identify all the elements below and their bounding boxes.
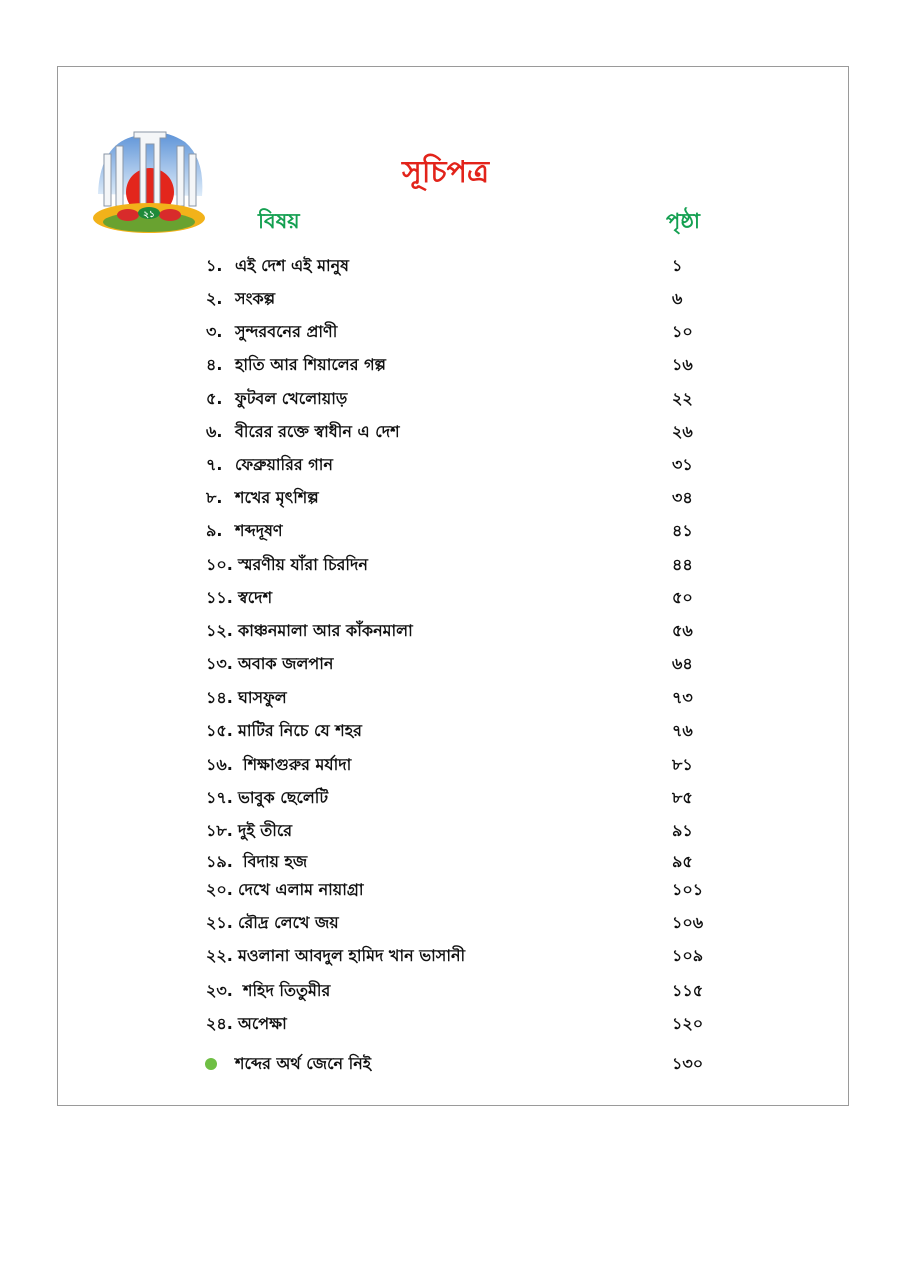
entry-number: ১২. [206, 621, 233, 640]
entry-title: ফুটবল খেলোয়াড় [235, 389, 348, 408]
entry-title: শব্দদূষণ [235, 521, 283, 540]
entry-number: ৫. [206, 389, 223, 408]
entry-number: ২৪. [206, 1014, 233, 1033]
entry-title: ভাবুক ছেলেটি [238, 788, 329, 807]
toc-entry[interactable] [0, 752, 908, 782]
entry-title: স্বদেশ [238, 588, 273, 607]
entry-number: ১১. [206, 588, 233, 607]
glossary-title: শব্দের অর্থ জেনে নিই [235, 1054, 372, 1073]
entry-title: বীরের রক্তে স্বাধীন এ দেশ [235, 422, 400, 441]
entry-page: ১৬ [672, 355, 693, 374]
toc-entry[interactable] [0, 910, 908, 940]
entry-number: ১৭. [206, 788, 233, 807]
entry-page: ১০ [672, 322, 693, 341]
entry-title: মাটির নিচে যে শহর [238, 721, 362, 740]
toc-entry[interactable] [0, 518, 908, 548]
entry-page: ২২ [672, 389, 693, 408]
toc-entry[interactable] [0, 943, 908, 973]
emblem-text: ২১ [143, 210, 155, 220]
entry-number: ১৬. [206, 755, 233, 774]
entry-title: কাঞ্চনমালা আর কাঁকনমালা [238, 621, 413, 640]
entry-page: ৬ [672, 289, 683, 308]
entry-title: দেখে এলাম নায়াগ্রা [238, 880, 364, 899]
entry-title: রৌদ্র লেখে জয় [238, 913, 339, 932]
entry-number: ১৫. [206, 721, 233, 740]
entry-page: ১২০ [672, 1014, 704, 1033]
toc-entry[interactable] [0, 718, 908, 748]
toc-entry[interactable] [0, 818, 908, 848]
entry-page: ১১৫ [672, 981, 704, 1000]
entry-page: ৭৩ [672, 688, 693, 707]
entry-number: ৮. [206, 488, 223, 507]
entry-number: ২. [206, 289, 223, 308]
entry-number: ২২. [206, 946, 233, 965]
toc-entry[interactable] [0, 452, 908, 482]
entry-title: শিক্ষাগুরুর মর্যাদা [243, 755, 352, 774]
entry-number: ১৩. [206, 654, 233, 673]
toc-entry[interactable] [0, 485, 908, 515]
toc-entry[interactable] [0, 785, 908, 815]
entry-page: ৮১ [672, 755, 693, 774]
entry-title: মওলানা আবদুল হামিদ খান ভাসানী [238, 946, 466, 965]
entry-page: ৩১ [672, 455, 693, 474]
entry-title: সংকল্প [235, 289, 276, 308]
entry-number: ২০. [206, 880, 233, 899]
toc-entry[interactable] [0, 651, 908, 681]
toc-entry[interactable] [0, 253, 908, 283]
toc-entry[interactable] [0, 685, 908, 715]
toc-entry[interactable] [0, 585, 908, 615]
entry-page: ৮৫ [672, 788, 693, 807]
entry-page: ৪৪ [672, 555, 693, 574]
entry-number: ১. [206, 256, 223, 275]
toc-entry[interactable] [0, 552, 908, 582]
glossary-entry[interactable] [0, 1051, 908, 1081]
toc-entry[interactable] [0, 877, 908, 907]
glossary-page: ১৩০ [672, 1054, 704, 1073]
toc-entry[interactable] [0, 286, 908, 316]
entry-number: ২৩. [206, 981, 233, 1000]
toc-entry[interactable] [0, 352, 908, 382]
entry-page: ১০১ [672, 880, 704, 899]
entry-page: ১০৬ [672, 913, 704, 932]
entry-number: ৬. [206, 422, 223, 441]
bullet-icon [205, 1058, 217, 1070]
entry-page: ২৬ [672, 422, 693, 441]
page-title: সূচিপত্র [402, 155, 489, 190]
entry-title: সুন্দরবনের প্রাণী [235, 322, 338, 341]
shaheed-minar-emblem-icon [90, 124, 208, 240]
entry-title: অবাক জলপান [238, 654, 334, 673]
entry-page: ৯১ [672, 821, 693, 840]
entry-title: এই দেশ এই মানুষ [235, 256, 349, 275]
entry-title: অপেক্ষা [238, 1014, 287, 1033]
entry-page: ১০৯ [672, 946, 704, 965]
page-column-header: পৃষ্ঠা [666, 209, 701, 233]
entry-title: ঘাসফুল [238, 688, 287, 707]
entry-page: ৯৫ [672, 852, 693, 871]
entry-number: ১৪. [206, 688, 233, 707]
entry-number: ৪. [206, 355, 223, 374]
entry-page: ৪১ [672, 521, 693, 540]
entry-number: ১৯. [206, 852, 233, 871]
entry-title: ফেব্রুয়ারির গান [235, 455, 333, 474]
entry-title: বিদায় হজ [243, 852, 308, 871]
entry-number: ১০. [206, 555, 233, 574]
entry-title: দুই তীরে [238, 821, 293, 840]
toc-entry[interactable] [0, 386, 908, 416]
toc-entry[interactable] [0, 319, 908, 349]
entry-page: ৬৪ [672, 654, 693, 673]
entry-number: ২১. [206, 913, 233, 932]
entry-number: ৩. [206, 322, 223, 341]
entry-title: শখের মৃৎশিল্প [235, 488, 319, 507]
toc-entry[interactable] [0, 618, 908, 648]
entry-page: ৭৬ [672, 721, 693, 740]
entry-title: স্মরণীয় যাঁরা চিরদিন [238, 555, 368, 574]
entry-page: ৫৬ [672, 621, 693, 640]
entry-page: ৩৪ [672, 488, 693, 507]
toc-entry[interactable] [0, 978, 908, 1008]
toc-entry[interactable] [0, 419, 908, 449]
toc-entry[interactable] [0, 849, 908, 879]
entry-title: শহিদ তিতুমীর [243, 981, 331, 1000]
entry-number: ১৮. [206, 821, 233, 840]
entry-title: হাতি আর শিয়ালের গল্প [235, 355, 386, 374]
topic-column-header: বিষয় [258, 209, 300, 233]
entry-page: ১ [672, 256, 683, 275]
entry-page: ৫০ [672, 588, 693, 607]
entry-number: ৯. [206, 521, 223, 540]
entry-number: ৭. [206, 455, 223, 474]
toc-entry[interactable] [0, 1011, 908, 1041]
